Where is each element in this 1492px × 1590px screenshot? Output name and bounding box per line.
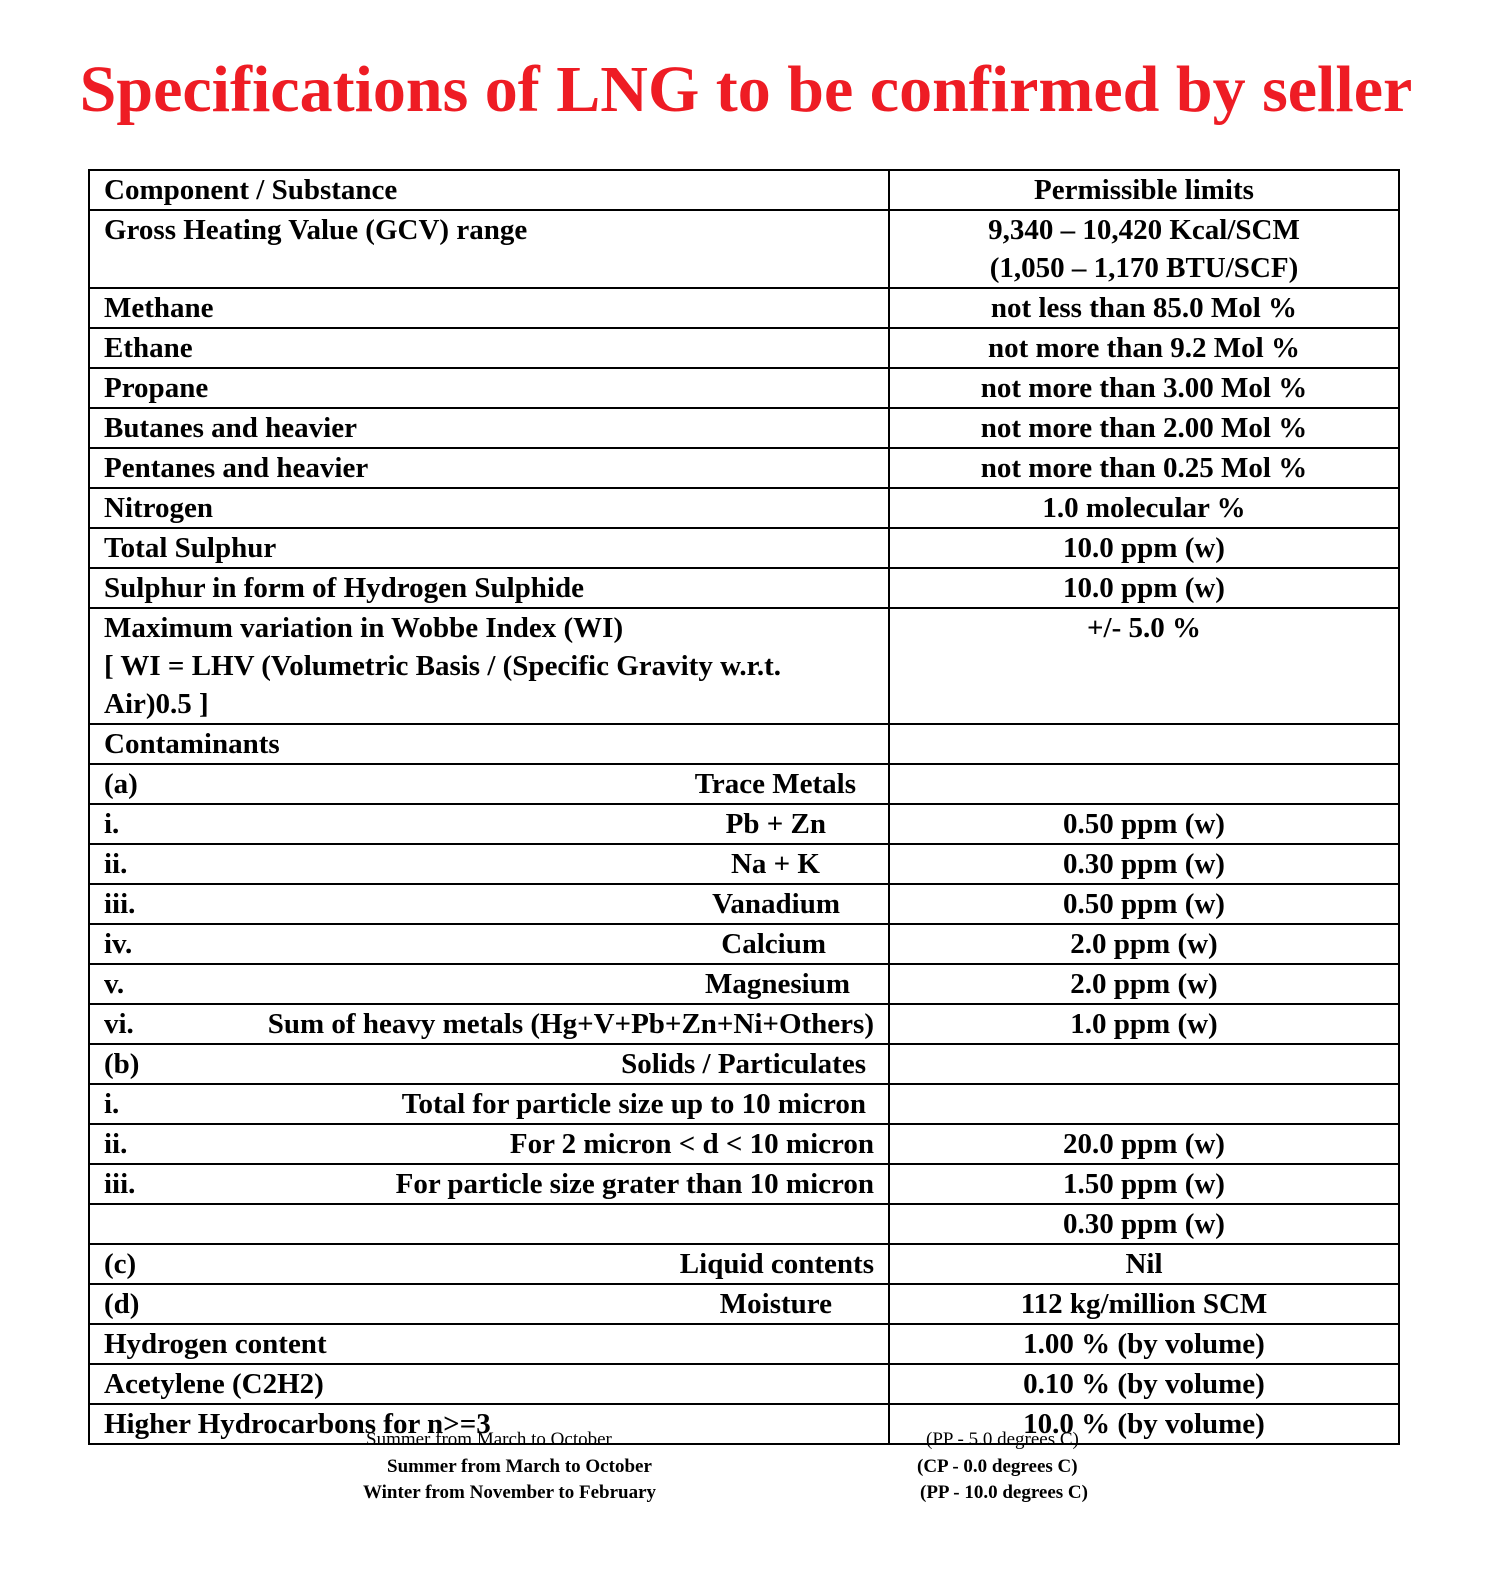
table-row — [89, 1124, 1399, 1164]
component-cell — [89, 608, 889, 724]
item-number: vi. — [104, 1008, 134, 1040]
limit-cell: 0.30 ppm (w) — [889, 1204, 1399, 1244]
component-cell — [89, 764, 889, 804]
limit-cell: 0.50 ppm (w) — [889, 804, 1399, 844]
item-number: (c) — [104, 1248, 137, 1280]
component-cell — [89, 1244, 889, 1284]
item-number: (d) — [104, 1288, 140, 1320]
item-number: ii. — [104, 1128, 128, 1160]
item-label: Liquid contents — [679, 1248, 874, 1280]
table-row — [89, 1364, 1399, 1404]
item-label: Magnesium — [705, 968, 850, 1000]
component-cell — [89, 1204, 889, 1244]
item-number: (a) — [104, 768, 138, 800]
component-cell: Hydrogen content — [89, 1324, 889, 1364]
item-label: For particle size grater than 10 micron — [395, 1168, 874, 1200]
limit-cell: 1.00 % (by volume) — [889, 1324, 1399, 1364]
table-row — [89, 884, 1399, 924]
limit-cell: 1.0 ppm (w) — [889, 1004, 1399, 1044]
table-row — [89, 408, 1399, 448]
component-cell — [89, 1284, 889, 1324]
table-row — [89, 1324, 1399, 1364]
table-row — [89, 1164, 1399, 1204]
table-row — [89, 1044, 1399, 1084]
item-number: i. — [104, 1088, 120, 1120]
component-cell: Pentanes and heavier — [89, 448, 889, 488]
limit-cell: 10.0 ppm (w) — [889, 528, 1399, 568]
footnote-temperature: (PP - 5.0 degrees C) — [926, 1429, 1079, 1450]
table-row — [89, 1004, 1399, 1044]
limit-cell: 1.50 ppm (w) — [889, 1164, 1399, 1204]
item-label: Pb + Zn — [725, 808, 826, 840]
item-number: v. — [104, 968, 125, 1000]
item-label: For 2 micron < d < 10 micron — [509, 1128, 874, 1160]
table-row — [89, 328, 1399, 368]
table-row — [89, 1084, 1399, 1124]
limit-line: (1,050 – 1,170 BTU/SCF) — [989, 252, 1299, 284]
limit-cell: 1.0 molecular % — [889, 488, 1399, 528]
table-row — [89, 724, 1399, 764]
component-cell: Nitrogen — [89, 488, 889, 528]
component-cell — [89, 924, 889, 964]
limit-cell — [889, 1044, 1399, 1084]
component-line: Air)0.5 ] — [104, 688, 209, 720]
limit-cell: 2.0 ppm (w) — [889, 924, 1399, 964]
table-row — [89, 288, 1399, 328]
table-row — [89, 1284, 1399, 1324]
component-cell — [89, 1164, 889, 1204]
header-limits: Permissible limits — [889, 170, 1399, 210]
limit-cell: 2.0 ppm (w) — [889, 964, 1399, 1004]
item-label: Vanadium — [712, 888, 840, 920]
footnote-temperature: (PP - 10.0 degrees C) — [920, 1482, 1088, 1503]
table-row — [89, 488, 1399, 528]
component-cell: Propane — [89, 368, 889, 408]
table-row — [89, 1204, 1399, 1244]
table-row — [89, 368, 1399, 408]
table-row — [89, 528, 1399, 568]
component-cell — [89, 884, 889, 924]
item-label: Calcium — [721, 928, 826, 960]
footnote-season: Summer from March to October — [366, 1429, 612, 1450]
limit-cell: Nil — [889, 1244, 1399, 1284]
table-row — [89, 804, 1399, 844]
table-row — [89, 764, 1399, 804]
table-row — [89, 448, 1399, 488]
limit-cell: 0.30 ppm (w) — [889, 844, 1399, 884]
component-cell: Higher Hydrocarbons for n>=3 — [89, 1404, 889, 1444]
specifications-table — [88, 169, 1400, 1445]
component-line: Maximum variation in Wobbe Index (WI) — [104, 612, 624, 644]
table-row — [89, 964, 1399, 1004]
component-cell — [89, 844, 889, 884]
component-cell — [89, 1044, 889, 1084]
limit-cell: not more than 0.25 Mol % — [889, 448, 1399, 488]
component-line: [ WI = LHV (Volumetric Basis / (Specific Gravity w.r.t. — [104, 650, 782, 682]
limit-line: 9,340 – 10,420 Kcal/SCM — [988, 214, 1300, 246]
item-number: iii. — [104, 888, 136, 920]
table-row — [89, 210, 1399, 288]
item-number: iii. — [104, 1168, 136, 1200]
item-label: Moisture — [719, 1288, 832, 1320]
limit-cell — [889, 724, 1399, 764]
limit-cell: 112 kg/million SCM — [889, 1284, 1399, 1324]
component-cell: Acetylene (C2H2) — [89, 1364, 889, 1404]
item-number: iv. — [104, 928, 133, 960]
footnote-season: Winter from November to February — [363, 1482, 657, 1503]
component-cell: Total Sulphur — [89, 528, 889, 568]
limit-cell: 0.10 % (by volume) — [889, 1364, 1399, 1404]
item-number: (b) — [104, 1048, 140, 1080]
component-cell: Butanes and heavier — [89, 408, 889, 448]
table-row — [89, 1244, 1399, 1284]
limit-cell: 10.0 % (by volume) — [889, 1404, 1399, 1444]
limit-cell — [889, 764, 1399, 804]
footnote-season: Summer from March to October — [387, 1456, 652, 1477]
limit-cell: +/- 5.0 % — [889, 608, 1399, 724]
component-cell — [89, 1084, 889, 1124]
item-number: i. — [104, 808, 120, 840]
limit-cell: 10.0 ppm (w) — [889, 568, 1399, 608]
item-label: Sum of heavy metals (Hg+V+Pb+Zn+Ni+Others) — [267, 1008, 874, 1040]
item-label: Total for particle size up to 10 micron — [401, 1088, 866, 1120]
component-cell — [89, 1004, 889, 1044]
limit-cell: not more than 3.00 Mol % — [889, 368, 1399, 408]
component-cell: Methane — [89, 288, 889, 328]
item-label: Trace Metals — [694, 768, 856, 800]
component-cell — [89, 964, 889, 1004]
item-number: ii. — [104, 848, 128, 880]
limit-cell: not less than 85.0 Mol % — [889, 288, 1399, 328]
component-cell: Contaminants — [89, 724, 889, 764]
component-cell — [89, 804, 889, 844]
page-title: Specifications of LNG to be confirmed by seller — [79, 53, 1413, 126]
limit-cell: not more than 2.00 Mol % — [889, 408, 1399, 448]
limit-cell: 0.50 ppm (w) — [889, 884, 1399, 924]
table-row — [89, 924, 1399, 964]
component-cell: Sulphur in form of Hydrogen Sulphide — [89, 568, 889, 608]
item-label: Na + K — [730, 848, 820, 880]
table-header-row — [89, 170, 1399, 210]
table-row — [89, 608, 1399, 724]
table-row — [89, 1404, 1399, 1444]
table-row — [89, 844, 1399, 884]
component-cell: Gross Heating Value (GCV) range — [89, 210, 889, 288]
limit-cell — [889, 210, 1399, 288]
component-cell — [89, 1124, 889, 1164]
limit-cell: 20.0 ppm (w) — [889, 1124, 1399, 1164]
table-row — [89, 568, 1399, 608]
limit-cell: not more than 9.2 Mol % — [889, 328, 1399, 368]
footnote-temperature: (CP - 0.0 degrees C) — [917, 1456, 1078, 1477]
limit-cell — [889, 1084, 1399, 1124]
item-label: Solids / Particulates — [621, 1048, 866, 1080]
header-component: Component / Substance — [89, 170, 889, 210]
component-cell: Ethane — [89, 328, 889, 368]
